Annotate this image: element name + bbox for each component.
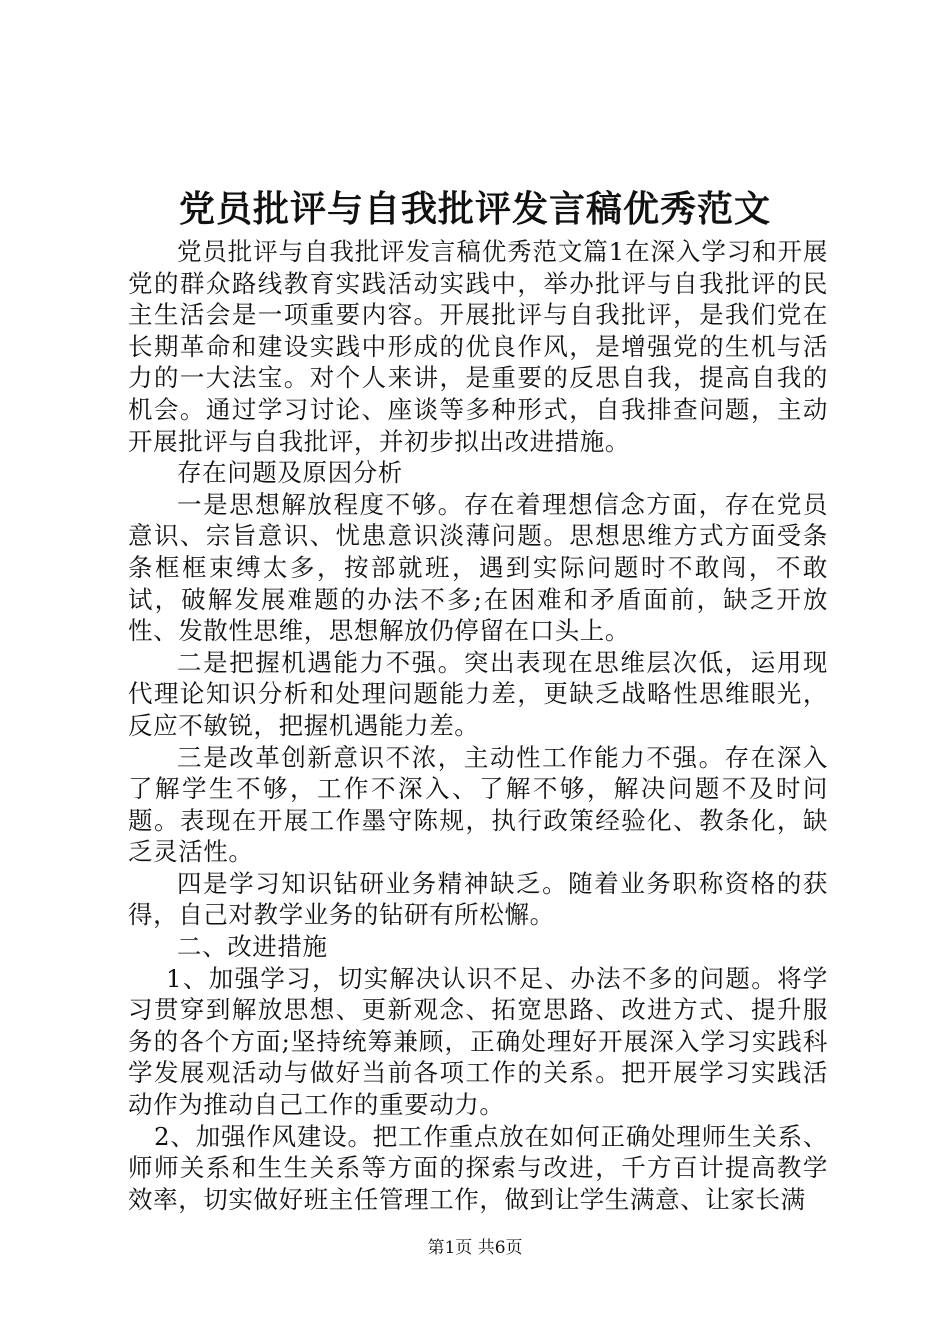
paragraph-problem-4: 四是学习知识钻研业务精神缺乏。随着业务职称资格的获得，自己对教学业务的钻研有所松懈。 xyxy=(128,868,828,930)
paragraph-measure-2: 2、加强作风建设。把工作重点放在如何正确处理师生关系、师师关系和生生关系等方面的探索与改进，千方百计提高教学效率，切实做好班主任管理工作，做到让学生满意、让家长满 xyxy=(128,1121,828,1214)
paragraph-problem-2: 二是把握机遇能力不强。突出表现在思维层次低，运用现代理论知识分析和处理问题能力差，更缺乏战略性思维眼光，反应不敏锐，把握机遇能力差。 xyxy=(128,647,828,740)
document-title: 党员批评与自我批评发言稿优秀范文 xyxy=(178,188,771,230)
paragraph-problem-3: 三是改革创新意识不浓，主动性工作能力不强。存在深入了解学生不够，工作不深入、了解不够，解决问题不及时问题。表现在开展工作墨守陈规，执行政策经验化、教条化，缺乏灵活性。 xyxy=(128,742,828,867)
section-heading-measures: 二、改进措施 xyxy=(177,932,328,962)
section-heading-problems: 存在问题及原因分析 xyxy=(177,458,403,488)
document-body xyxy=(128,236,828,1215)
paragraph-problem-1: 一是思想解放程度不够。存在着理想信念方面，存在党员意识、宗旨意识、忧患意识淡薄问题。思想思维方式方面受条条框框束缚太多，按部就班，遇到实际问题时不敢闯，不敢试，破解发展难题的办法不多;在困难和矛盾面前，缺乏开放性、发散性思维，思想解放仍停留在口头上。 xyxy=(128,489,828,646)
paragraph-intro: 党员批评与自我批评发言稿优秀范文篇1在深入学习和开展党的群众路线教育实践活动实践中，举办批评与自我批评的民主生活会是一项重要内容。开展批评与自我批评，是我们党在长期革命和建设实践中形成的优良作风，是增强党的生机与活力的一大法宝。对个人来讲，是重要的反思自我，提高自我的机会。通过学习讨论、座谈等多种形式，自我排查问题，主动开展批评与自我批评，并初步拟出改进措施。 xyxy=(128,237,828,456)
paragraph-measure-1: 1、加强学习，切实解决认识不足、办法不多的问题。将学习贯穿到解放思想、更新观念、拓宽思路、改进方式、提升服务的各个方面;坚持统筹兼顾，正确处理好开展深入学习实践科学发展观活动与做好当前各项工作的关系。把开展学习实践活动作为推动自己工作的重要动力。 xyxy=(128,963,828,1120)
page-footer: 第1页 共6页 xyxy=(427,1238,523,1258)
